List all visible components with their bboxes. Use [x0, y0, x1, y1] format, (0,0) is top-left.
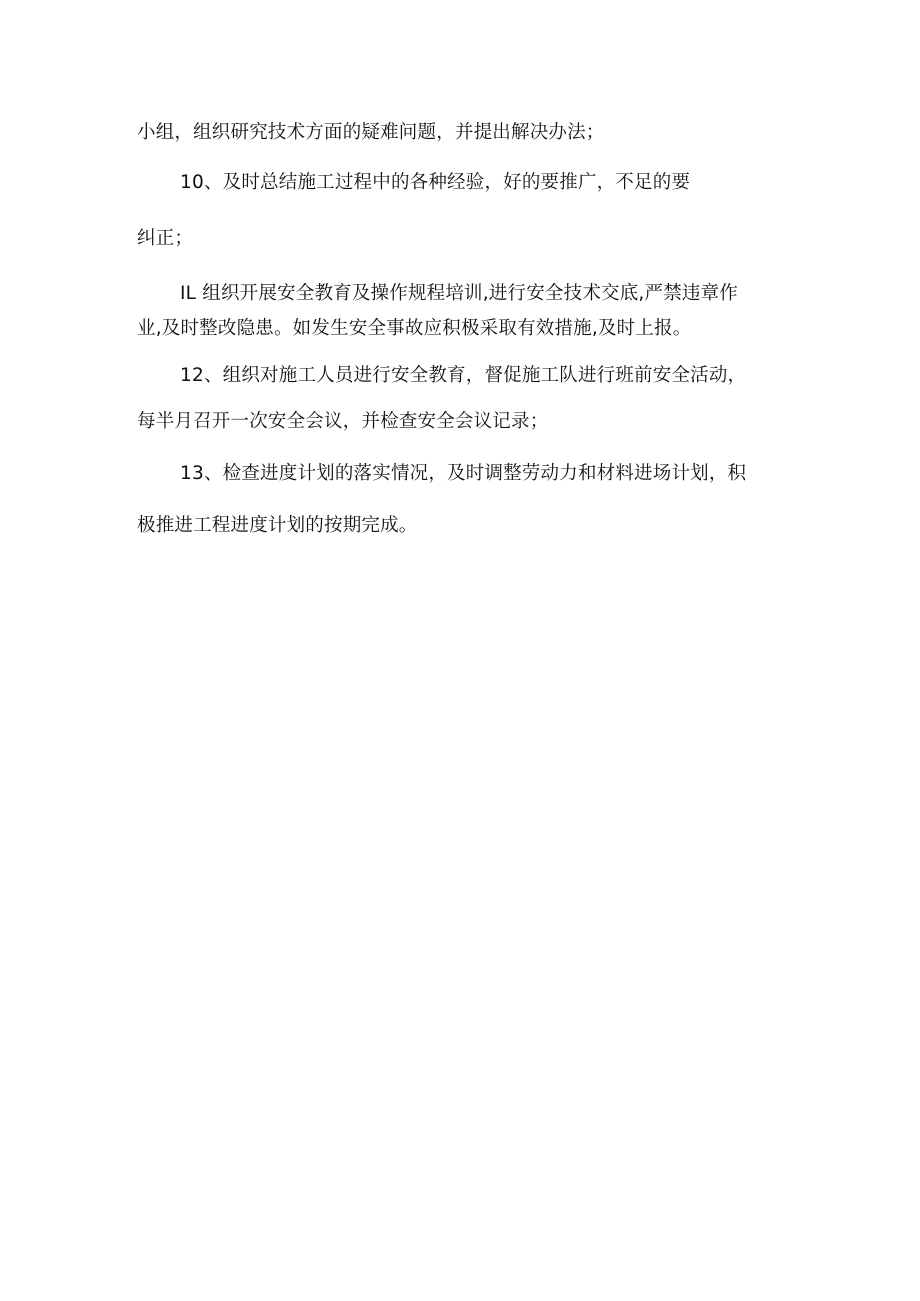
- text-line: 12、组织对施工人员进行安全教育，督促施工队进行班前安全活动，: [180, 365, 747, 386]
- text-line: 小组，组织研究技术方面的疑难问题，并提出解决办法；: [137, 122, 605, 143]
- text-line: 每半月召开一次安全会议，并检查安全会议记录；: [137, 411, 549, 432]
- text-line: 纠正；: [137, 228, 194, 249]
- text-line: 13、检查进度计划的落实情况，及时调整劳动力和材料进场计划，积: [180, 463, 747, 484]
- text-line: 极推进工程进度计划的按期完成。: [137, 515, 418, 536]
- text-line: 业,及时整改隐患。如发生安全事故应积极采取有效措施,及时上报。: [137, 318, 692, 339]
- text-line: IL 组织开展安全教育及操作规程培训,进行安全技术交底,严禁违章作: [180, 283, 739, 304]
- text-line: 10、及时总结施工过程中的各种经验，好的要推广，不足的要: [180, 172, 691, 193]
